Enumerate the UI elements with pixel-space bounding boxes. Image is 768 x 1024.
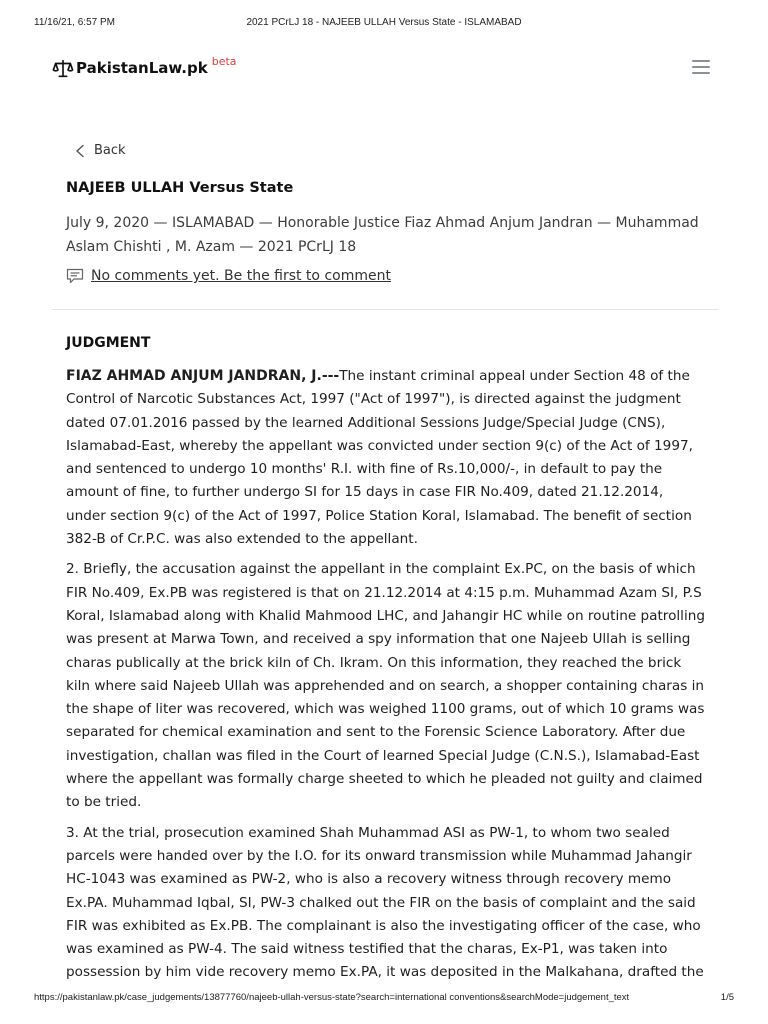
brand-name: PakistanLaw.pk bbox=[76, 59, 208, 77]
case-title: NAJEEB ULLAH Versus State bbox=[66, 180, 294, 196]
judgment-paragraph-3: 3. At the trial, prosecution examined Shah Muhammad ASI as PW-1, to whom two sealed parcels were handed over by the I.O. for its onward transmission while Muhammad Jahangir HC-1043 was examined as PW-2, who is also a recovery witness through recovery memo Ex.PA. Muhammad Iqbal, SI, PW-3 chalked out the FIR on the basis of complaint and the said FIR was exhibited as Ex.PB. The complainant is also the investigating officer of the case, who was examined as PW-4. The said witness testified that the charas, Ex-P1, was taken into possession by him vide recovery memo Ex.PA, it was deposited in the Malkahana, drafted the bbox=[66, 824, 704, 981]
case-meta: July 9, 2020 — ISLAMABAD — Honorable Justice Fiaz Ahmad Anjum Jandran — Muhammad Aslam Chishti , M. Azam — 2021 PCrLJ 18 bbox=[66, 215, 699, 255]
scale-icon bbox=[52, 58, 74, 80]
brand-logo-link[interactable] bbox=[52, 57, 237, 80]
judgment-paragraph-2: 2. Briefly, the accusation against the appellant in the complaint Ex.PC, on the basis of which FIR No.409, Ex.PB was registered is that on 21.12.2014 at 4:15 p.m. Muhammad Azam SI, P.S Koral, Islamabad along with Khalid Mahmood LHC, and Jahangir HC while on routine patrolling was present at Marwa Town, and received a spy information that one Najeeb Ullah is selling charas publically at the brick kiln of Ch. Ikram. On this information, they reached the brick kiln where said Najeeb Ullah was apprehended and on search, a shopper containing charas in the shape of liter was recovered, which was weighed 1100 grams, out of which 10 grams was separated for chemical examination and sent to the Forensic Science Laboratory. After due investigation, challan was filed in the Court of learned Special Judge (C.N.S.), Islamabad-East where the appellant was formally charge sheeted to which he pleaded not guilty and claimed to be tried. bbox=[66, 561, 705, 811]
page-number: 1/5 bbox=[720, 992, 734, 1003]
back-button[interactable] bbox=[74, 143, 126, 158]
print-footer bbox=[0, 992, 768, 1006]
judgment-paragraph-1 bbox=[66, 365, 706, 551]
menu-bar bbox=[692, 60, 710, 62]
chevron-left-icon bbox=[74, 144, 86, 158]
menu-bar bbox=[692, 66, 710, 68]
comments-link[interactable] bbox=[66, 268, 391, 284]
beta-badge: beta bbox=[211, 55, 237, 68]
hamburger-menu-icon[interactable] bbox=[692, 60, 710, 76]
judge-name: FIAZ AHMAD ANJUM JANDRAN, J.--- bbox=[66, 368, 340, 384]
menu-bar bbox=[692, 72, 710, 74]
judgment-body bbox=[66, 365, 706, 987]
print-doc-title: 2021 PCrLJ 18 - NAJEEB ULLAH Versus State - ISLAMABAD bbox=[246, 17, 522, 28]
section-divider bbox=[52, 309, 718, 310]
print-header bbox=[0, 17, 768, 31]
judgment-heading: JUDGMENT bbox=[66, 335, 151, 351]
comment-icon bbox=[66, 268, 84, 284]
comments-label: No comments yet. Be the first to comment bbox=[91, 268, 391, 284]
back-label: Back bbox=[94, 143, 126, 158]
print-timestamp: 11/16/21, 6:57 PM bbox=[34, 17, 115, 28]
site-header bbox=[52, 54, 718, 86]
paragraph-text: The instant criminal appeal under Section 48 of the Control of Narcotic Substances Act, 1997 ("Act of 1997"), is directed against the judgment dated 07.01.2016 passed by the learned Additional Sessions Judge/Special Judge (CNS), Islamabad-East, whereby the appellant was convicted under section 9(c) of the Act of 1997, and sentenced to undergo 10 months' R.I. with fine of Rs.10,000/-, in default to pay the amount of fine, to further undergo SI for 15 days in case FIR No.409, dated 21.12.2014, under section 9(c) of the Act of 1997, Police Station Koral, Islamabad. The benefit of section 382-B of Cr.P.C. was also extended to the appellant. bbox=[66, 368, 693, 548]
print-url: https://pakistanlaw.pk/case_judgements/13877760/najeeb-ullah-versus-state?search=international conventions&searchMode=judgement_text bbox=[34, 992, 630, 1003]
